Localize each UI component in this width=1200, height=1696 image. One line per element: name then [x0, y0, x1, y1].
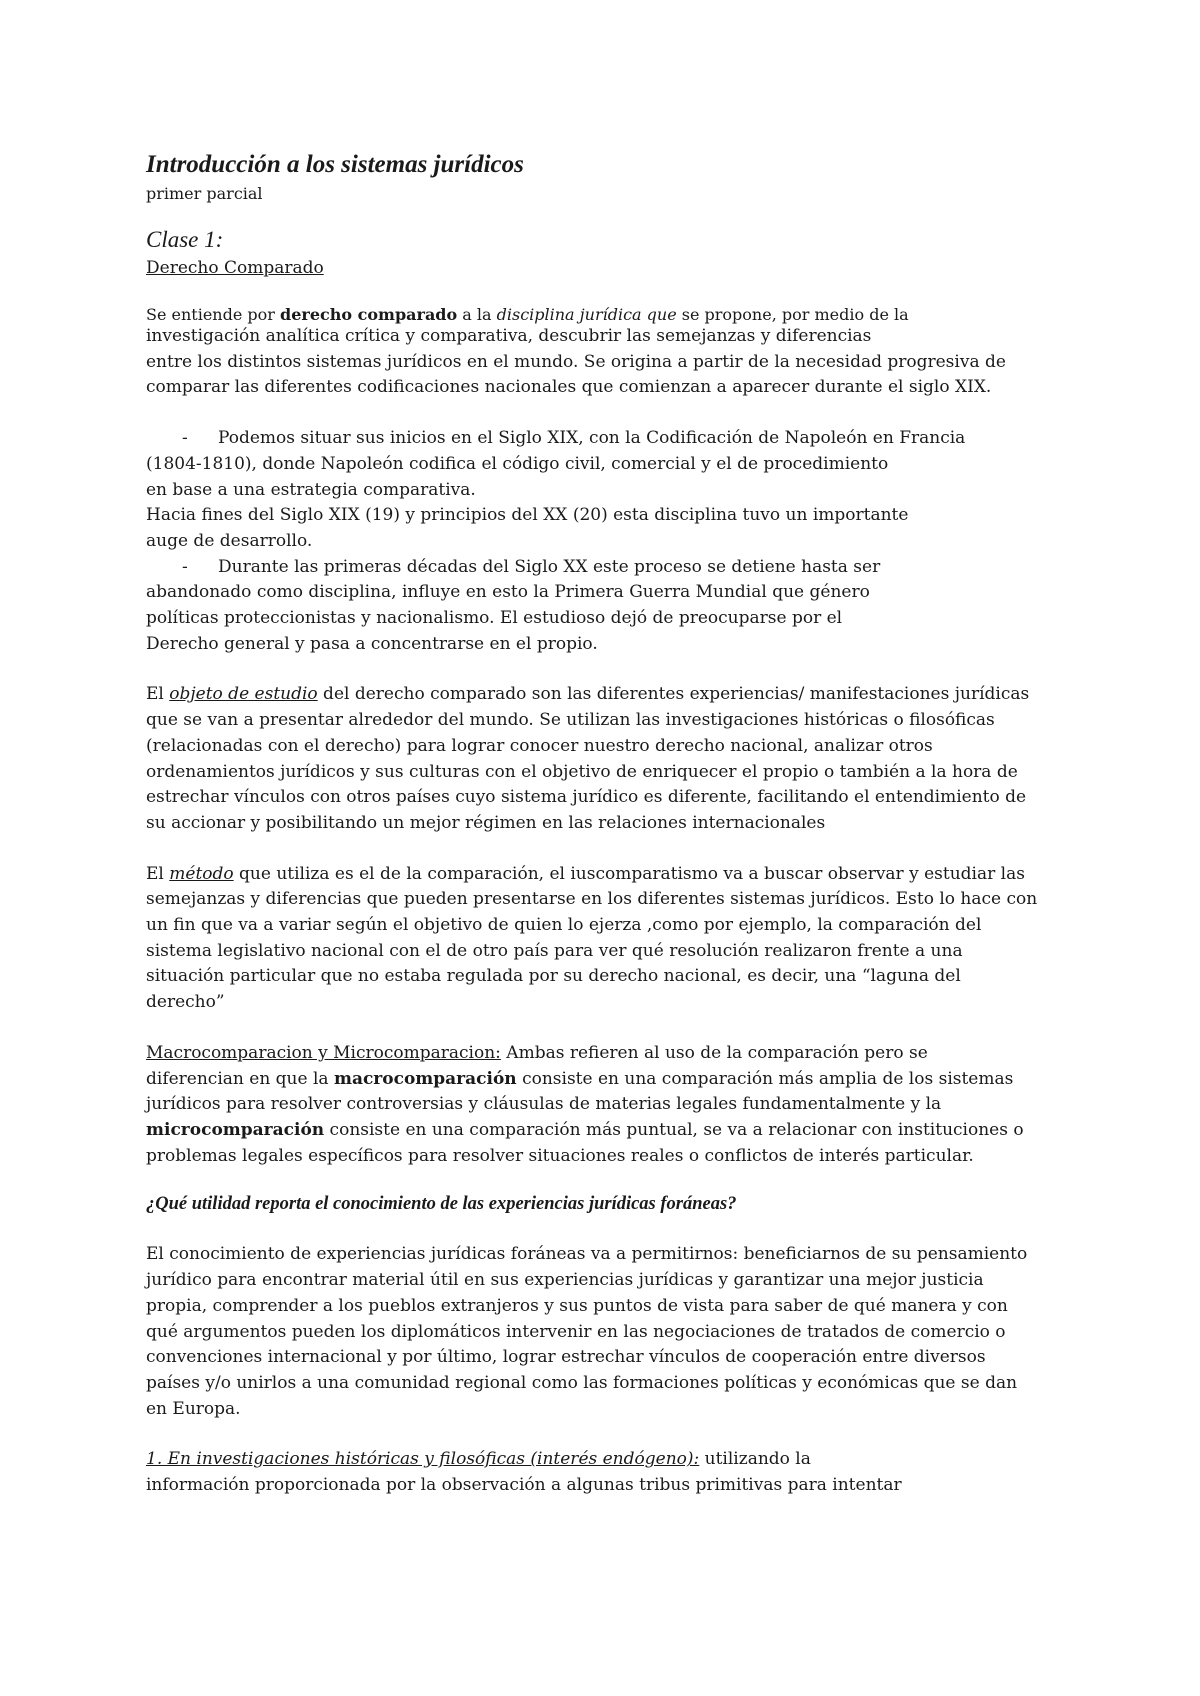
question-heading: ¿Qué utilidad reporta el conocimiento de las experiencias jurídicas foráneas?: [146, 1194, 737, 1215]
text-span: El: [146, 684, 170, 705]
paragraph-definition: [146, 305, 1066, 401]
text-span: consiste en una comparación más puntual, se va a relacionar con instituciones o: [324, 1119, 1024, 1140]
text-line: en Europa.: [146, 1398, 241, 1419]
text-line: en base a una estrategia comparativa.: [146, 479, 476, 500]
underlined-term: Macrocomparacion y Microcomparacion:: [146, 1042, 501, 1063]
text-line: un fin que va a variar según el objetivo de quien lo ejerza ,como por ejemplo, la comparación del: [146, 915, 982, 936]
text-line: que se van a presentar alrededor del mundo. Se utilizan las investigaciones históricas o filosóficas: [146, 710, 995, 731]
paragraph-macro-micro: [146, 1041, 1066, 1170]
text-line: El conocimiento de experiencias jurídicas foráneas va a permitirnos: beneficiarnos de su pensamiento: [146, 1244, 1028, 1265]
text-span: consiste en una comparación más amplia de los sistemas: [516, 1068, 1014, 1089]
paragraph-utility: [146, 1242, 1066, 1422]
list-dash: -: [182, 556, 188, 577]
text-line: abandonado como disciplina, influye en esto la Primera Guerra Mundial que género: [146, 582, 870, 603]
text-line: derecho”: [146, 992, 225, 1013]
text-line: qué argumentos pueden los diplomáticos intervenir en las negociaciones de tratados de comercio o: [146, 1321, 1006, 1342]
text-line: políticas proteccionistas y nacionalismo. El estudioso dejó de preocuparse por el: [146, 608, 843, 629]
text-line: países y/o unirlos a una comunidad regional como las formaciones políticas y económicas que se dan: [146, 1372, 1018, 1393]
bold-term: macrocomparación: [333, 1068, 517, 1089]
text-line: auge de desarrollo.: [146, 530, 313, 551]
text-line: convenciones internacional y por último, lograr estrechar vínculos de cooperación entre diversos: [146, 1347, 986, 1368]
text-line: información proporcionada por la observación a algunas tribus primitivas para intentar: [146, 1475, 902, 1496]
text-span: Podemos situar sus inicios en el Siglo XIX, con la Codificación de Napoleón en Francia: [218, 428, 966, 449]
italic-underlined-term: objeto de estudio: [169, 684, 318, 705]
text-span: El: [146, 863, 170, 884]
text-span: utilizando la: [699, 1449, 811, 1470]
list-item: [146, 555, 1066, 581]
text-span: Durante las primeras décadas del Siglo XX este proceso se detiene hasta ser: [218, 556, 881, 577]
text-line: [146, 305, 1066, 324]
document-title: Introducción a los sistemas jurídicos: [146, 151, 524, 178]
section-title: Derecho Comparado: [146, 258, 324, 278]
text-line: jurídico para encontrar material útil en sus experiencias jurídicas y garantizar una mejor justicia: [146, 1270, 984, 1291]
text-line: propia, comprender a los pueblos extranjeros y sus puntos de vista para saber de qué manera y con: [146, 1295, 1008, 1316]
class-heading: Clase 1:: [146, 227, 224, 252]
text-line: situación particular que no estaba regulada por su derecho nacional, es decir, una “laguna del: [146, 966, 961, 987]
text-line: [146, 1447, 1066, 1473]
paragraph-history: [146, 426, 1066, 657]
text-line: semejanzas y diferencias que pueden presentarse en los diferentes sistemas jurídicos. Esto lo hace con: [146, 889, 1038, 910]
text-span: que utiliza es el de la comparación, el iuscomparatismo va a buscar observar y estudiar las: [233, 863, 1025, 884]
italic-term: disciplina jurídica que: [496, 305, 677, 324]
paragraph-object: [146, 682, 1066, 836]
paragraph-investigations: [146, 1447, 1066, 1498]
text-line: Derecho general y pasa a concentrarse en el propio.: [146, 633, 598, 654]
text-line: jurídicos para resolver controversias y cláusulas de materias legales fundamentalmente y la: [146, 1094, 942, 1115]
text-line: [146, 682, 1066, 708]
italic-underlined-term: 1. En investigaciones históricas y filosóficas (interés endógeno):: [146, 1449, 700, 1470]
text-line: su accionar y posibilitando un mejor régimen en las relaciones internacionales: [146, 812, 826, 833]
text-span: diferencian en que la: [146, 1068, 334, 1089]
text-line: comparar las diferentes codificaciones nacionales que comienzan a aparecer durante el siglo XIX.: [146, 377, 992, 398]
text-line: [146, 1067, 1066, 1093]
text-line: [146, 862, 1066, 888]
text-line: problemas legales específicos para resolver situaciones reales o conflictos de interés particular.: [146, 1145, 974, 1166]
list-dash: -: [182, 428, 188, 449]
bold-term: microcomparación: [146, 1119, 325, 1140]
text-line: [146, 1118, 1066, 1144]
text-span: Se entiende por: [146, 305, 281, 324]
text-line: (1804-1810), donde Napoleón codifica el código civil, comercial y el de procedimiento: [146, 453, 889, 474]
text-line: [146, 1041, 1066, 1067]
list-item: [146, 426, 1066, 452]
text-line: ordenamientos jurídicos y sus culturas con el objetivo de enriquecer el propio o también a la hora de: [146, 761, 1018, 782]
text-span: Ambas refieren al uso de la comparación pero se: [500, 1042, 928, 1063]
text-span: del derecho comparado son las diferentes experiencias/ manifestaciones jurídicas: [317, 684, 1030, 705]
text-line: (relacionadas con el derecho) para lograr conocer nuestro derecho nacional, analizar otros: [146, 735, 933, 756]
document-body: [146, 150, 1066, 1499]
text-line: sistema legislativo nacional con el de otro país para ver qué resolución realizaron frente a una: [146, 940, 963, 961]
text-span: a la: [457, 305, 497, 324]
text-line: estrechar vínculos con otros países cuyo sistema jurídico es diferente, facilitando el entendimiento de: [146, 787, 1027, 808]
italic-underlined-term: método: [169, 863, 234, 884]
document-subtitle: primer parcial: [146, 184, 263, 203]
bold-term: derecho comparado: [280, 305, 458, 324]
paragraph-method: [146, 862, 1066, 1016]
text-line: Hacia fines del Siglo XIX (19) y principios del XX (20) esta disciplina tuvo un importante: [146, 505, 909, 526]
text-line: investigación analítica crítica y comparativa, descubrir las semejanzas y diferencias: [146, 326, 872, 346]
text-span: se propone, por medio de la: [676, 305, 909, 324]
text-line: entre los distintos sistemas jurídicos en el mundo. Se origina a partir de la necesidad progresiva de: [146, 351, 1006, 372]
